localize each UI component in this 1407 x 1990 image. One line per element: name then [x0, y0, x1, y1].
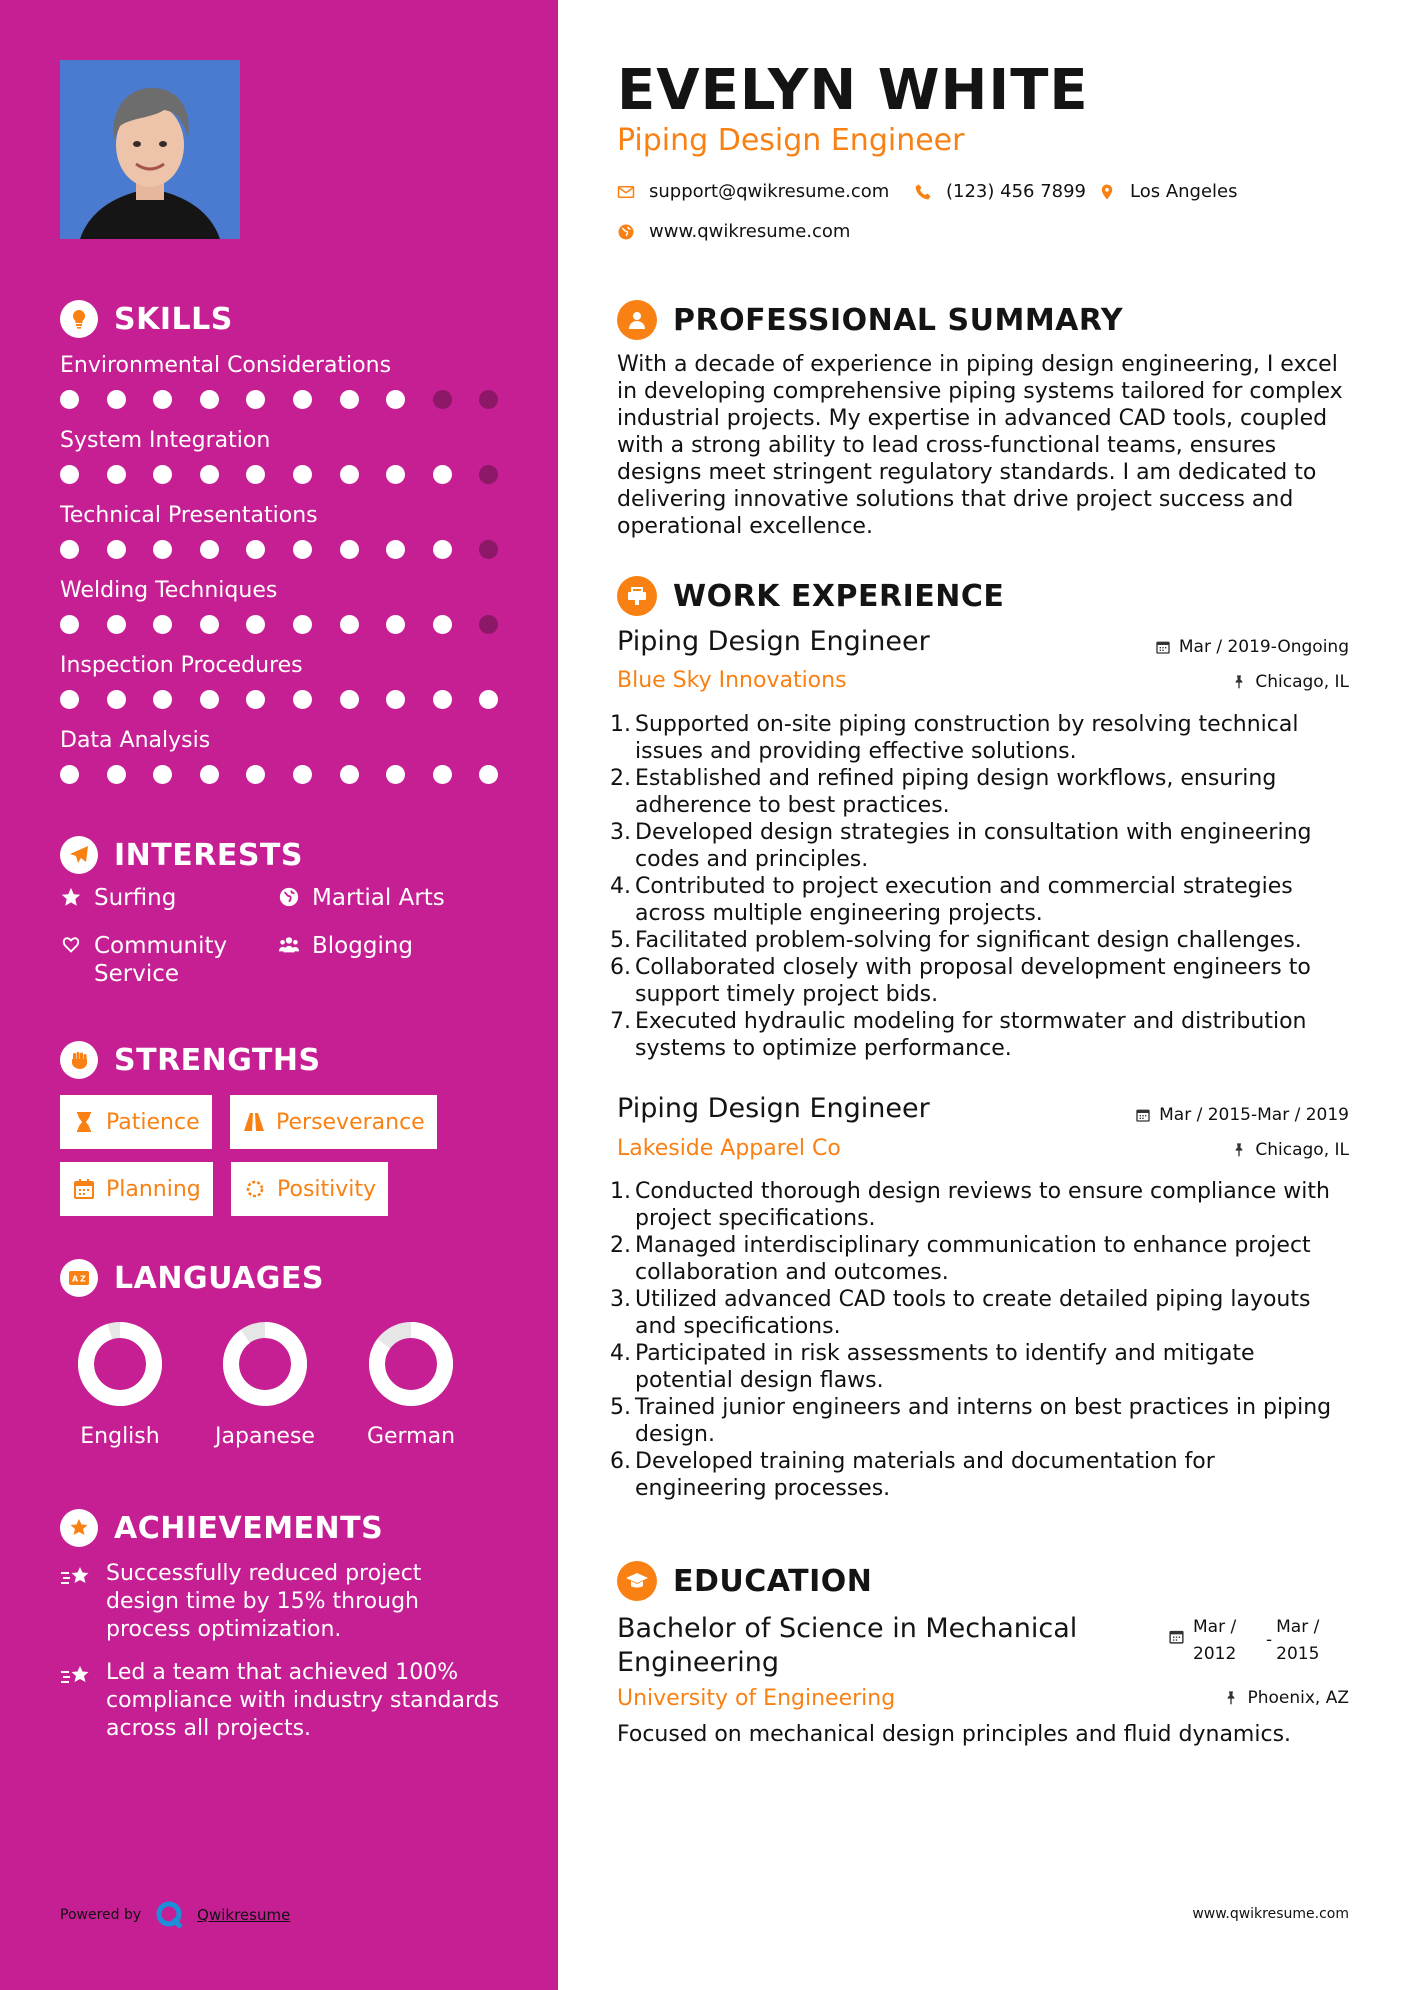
- calendar-icon: [72, 1177, 96, 1201]
- sun-icon: [243, 1177, 267, 1201]
- rating-dot: [433, 765, 452, 784]
- shooting-star-icon: [60, 1663, 92, 1691]
- rating-dot: [107, 690, 126, 709]
- bullet-number: 3.: [610, 820, 631, 845]
- globe-icon: [617, 223, 635, 241]
- bullet-text: Conducted thorough design reviews to ensure compliance with project specifications.: [635, 1179, 1330, 1231]
- trophy-star-icon: [60, 1509, 98, 1547]
- rating-dot: [200, 615, 219, 634]
- heart-icon: [60, 934, 82, 956]
- language-item: [55, 1320, 185, 1449]
- bullet-text: Established and refined piping design workflows, ensuring adherence to best practices.: [635, 766, 1277, 818]
- education-location: Phoenix, AZ: [1223, 1688, 1349, 1708]
- globe-icon: [278, 886, 300, 908]
- language-item: [346, 1320, 476, 1449]
- svg-text:Z: Z: [80, 1274, 87, 1284]
- rating-dot: [340, 765, 359, 784]
- rating-dot: [246, 390, 265, 409]
- bullet-text: Contributed to project execution and commercial strategies across multiple engineering projects.: [635, 874, 1293, 926]
- company-name: Lakeside Apparel Co: [617, 1136, 841, 1161]
- rating-dot: [386, 390, 405, 409]
- bullet-number: 2.: [610, 766, 631, 791]
- rating-dot: [60, 540, 79, 559]
- language-name: German: [366, 1424, 456, 1449]
- rating-dot: [293, 690, 312, 709]
- rating-dot: [433, 465, 452, 484]
- contact-phone[interactable]: (123) 456 7899: [914, 181, 1086, 202]
- skill-rating: [60, 390, 500, 410]
- calendar-icon: [1135, 1107, 1151, 1123]
- bullet-item: [610, 873, 1350, 927]
- bullet-item: [610, 1448, 1350, 1502]
- language-name: English: [80, 1424, 160, 1449]
- bullet-item: [610, 711, 1350, 765]
- achievement-item: Successfully reduced project design time by 15% through process optimization.: [60, 1560, 500, 1644]
- pin-icon: [1223, 1690, 1239, 1706]
- bullet-number: 3.: [610, 1287, 631, 1312]
- svg-text:A: A: [72, 1274, 79, 1284]
- skill-name: System Integration: [60, 428, 271, 453]
- skill-rating: [60, 465, 500, 485]
- rating-dot: [107, 465, 126, 484]
- rating-dot: [200, 465, 219, 484]
- skill-rating: [60, 690, 500, 710]
- qwikresume-logo-icon: [155, 1900, 185, 1930]
- degree-title: Bachelor of Science in Mechanical Engineering: [617, 1613, 1078, 1678]
- rating-dot: [479, 690, 498, 709]
- rating-dot: [479, 615, 498, 634]
- rating-dot: [479, 540, 498, 559]
- bullet-item: [610, 765, 1350, 819]
- shooting-star-icon: [60, 1564, 92, 1592]
- contact-email[interactable]: support@qwikresume.com: [617, 181, 889, 202]
- strength-positivity: Positivity: [231, 1162, 388, 1216]
- skill-item: [60, 353, 500, 410]
- bullet-item: [610, 1340, 1350, 1394]
- qwikresume-link[interactable]: Qwikresume: [197, 1906, 291, 1924]
- road-icon: [242, 1110, 266, 1134]
- skill-name: Technical Presentations: [60, 503, 318, 528]
- map-pin-icon: [1098, 183, 1116, 201]
- skill-name: Environmental Considerations: [60, 353, 392, 378]
- hourglass-icon: [72, 1110, 96, 1134]
- languages-heading: A Z LANGUAGES: [60, 1259, 324, 1297]
- interest-surfing: Surfing: [60, 884, 176, 912]
- job-title: Piping Design Engineer: [617, 626, 930, 657]
- rating-dot: [340, 540, 359, 559]
- bullet-text: Participated in risk assessments to identify and mitigate potential design flaws.: [635, 1341, 1255, 1393]
- skill-item: [60, 428, 500, 485]
- job-bullets: [610, 1178, 1350, 1502]
- rating-dot: [60, 615, 79, 634]
- ring-fill: [231, 1330, 299, 1398]
- rating-dot: [386, 690, 405, 709]
- bullet-number: 4.: [610, 1341, 631, 1366]
- rating-dot: [479, 390, 498, 409]
- bullet-item: [610, 1232, 1350, 1286]
- company-name: Blue Sky Innovations: [617, 668, 847, 693]
- rating-dot: [60, 765, 79, 784]
- bullet-number: 1.: [610, 712, 631, 737]
- powered-by: Powered by Qwikresume: [60, 1900, 290, 1930]
- interest-blogging: Blogging: [278, 932, 413, 960]
- fist-icon: [60, 1041, 98, 1079]
- rating-dot: [340, 465, 359, 484]
- graduation-cap-icon: [617, 1561, 657, 1601]
- rating-dot: [479, 765, 498, 784]
- strength-patience: Patience: [60, 1095, 212, 1149]
- skill-rating: [60, 615, 500, 635]
- star-icon: [60, 886, 82, 908]
- interest-martial-arts: Martial Arts: [278, 884, 445, 912]
- bullet-text: Collaborated closely with proposal development engineers to support timely project bids.: [635, 955, 1311, 1007]
- phone-icon: [914, 183, 932, 201]
- strength-perseverance: Perseverance: [230, 1095, 437, 1149]
- rating-dot: [386, 465, 405, 484]
- skill-rating: [60, 765, 500, 785]
- rating-dot: [246, 690, 265, 709]
- rating-dot: [153, 615, 172, 634]
- rating-dot: [293, 465, 312, 484]
- rating-dot: [246, 615, 265, 634]
- language-icon: [60, 1259, 98, 1297]
- bullet-text: Facilitated problem-solving for significant design challenges.: [635, 928, 1302, 953]
- bullet-number: 4.: [610, 874, 631, 899]
- job-dates: Mar / 2019-Ongoing: [1155, 637, 1349, 657]
- job-location: Chicago, IL: [1231, 1140, 1349, 1160]
- job-bullets: [610, 711, 1350, 1062]
- experience-heading: WORK EXPERIENCE: [617, 576, 1004, 616]
- rating-dot: [246, 540, 265, 559]
- bullet-text: Supported on-site piping construction by resolving technical issues and providing effective solutions.: [635, 712, 1299, 764]
- sidebar: [0, 0, 558, 1990]
- rating-dot: [107, 390, 126, 409]
- rating-dot: [340, 390, 359, 409]
- rating-dot: [246, 465, 265, 484]
- rating-dot: [293, 540, 312, 559]
- skill-item: [60, 653, 500, 710]
- rating-dot: [433, 390, 452, 409]
- rating-dot: [200, 390, 219, 409]
- education-end-date: - Mar / 2015: [1266, 1617, 1320, 1664]
- rating-dot: [200, 690, 219, 709]
- paper-plane-icon: [60, 836, 98, 874]
- bullet-item: [610, 1394, 1350, 1448]
- rating-dot: [107, 540, 126, 559]
- rating-dot: [340, 690, 359, 709]
- skill-rating: [60, 540, 500, 560]
- envelope-icon: [617, 183, 635, 201]
- bullet-item: [610, 954, 1350, 1008]
- language-level-ring: [221, 1320, 309, 1408]
- bullet-text: Developed design strategies in consultation with engineering codes and principles.: [635, 820, 1312, 872]
- skill-name: Inspection Procedures: [60, 653, 303, 678]
- rating-dot: [153, 690, 172, 709]
- briefcase-icon: [617, 576, 657, 616]
- education-heading: EDUCATION: [617, 1561, 872, 1601]
- rating-dot: [153, 465, 172, 484]
- bullet-item: [610, 1008, 1350, 1062]
- pin-icon: [1231, 674, 1247, 690]
- ring-fill: [86, 1330, 154, 1398]
- rating-dot: [433, 690, 452, 709]
- contact-location: Los Angeles: [1098, 181, 1238, 202]
- footer-url[interactable]: www.qwikresume.com: [1192, 1906, 1349, 1922]
- skill-name: Welding Techniques: [60, 578, 278, 603]
- rating-dot: [386, 615, 405, 634]
- calendar-icon: [1155, 639, 1171, 655]
- bullet-text: Trained junior engineers and interns on best practices in piping design.: [635, 1395, 1332, 1447]
- rating-dot: [60, 690, 79, 709]
- contact-website[interactable]: www.qwikresume.com: [617, 221, 850, 242]
- skill-name: Data Analysis: [60, 728, 211, 753]
- candidate-title: Piping Design Engineer: [617, 123, 965, 158]
- users-icon: [278, 934, 300, 956]
- rating-dot: [153, 765, 172, 784]
- achievements-heading: ACHIEVEMENTS: [60, 1509, 383, 1547]
- portrait-image: [60, 60, 240, 239]
- strength-planning: Planning: [60, 1162, 213, 1216]
- language-name: Japanese: [215, 1424, 315, 1449]
- bullet-number: 5.: [610, 928, 631, 953]
- school-name: University of Engineering: [617, 1686, 896, 1711]
- achievement-item: Led a team that achieved 100% compliance with industry standards across all projects.: [60, 1659, 500, 1743]
- bullet-number: 6.: [610, 955, 631, 980]
- rating-dot: [293, 765, 312, 784]
- rating-dot: [153, 540, 172, 559]
- job-title: Piping Design Engineer: [617, 1093, 930, 1124]
- rating-dot: [60, 390, 79, 409]
- pin-icon: [1231, 1142, 1247, 1158]
- bullet-number: 7.: [610, 1009, 631, 1034]
- education-start-date: Mar / 2012: [1168, 1614, 1236, 1668]
- skill-item: [60, 503, 500, 560]
- bullet-number: 1.: [610, 1179, 631, 1204]
- bullet-text: Managed interdisciplinary communication to enhance project collaboration and outcomes.: [635, 1233, 1311, 1285]
- rating-dot: [60, 465, 79, 484]
- language-item: [200, 1320, 330, 1449]
- bullet-number: 6.: [610, 1449, 631, 1474]
- interests-heading: INTERESTS: [60, 836, 303, 874]
- calendar-icon: [1168, 1628, 1185, 1645]
- rating-dot: [433, 615, 452, 634]
- rating-dot: [200, 540, 219, 559]
- skills-heading: SKILLS: [60, 300, 233, 338]
- job-location: Chicago, IL: [1231, 672, 1349, 692]
- summary-text: With a decade of experience in piping design engineering, I excel in developing comprehensive piping systems tailored for complex industrial projects. My expertise in advanced CAD tools, coupled with a strong ability to lead cross-functional teams, ensures designs meet stringent regulatory standards. I am dedicated to delivering innovative solutions that drive project success and operational excellence.: [617, 352, 1343, 539]
- rating-dot: [200, 765, 219, 784]
- bullet-text: Developed training materials and documentation for engineering processes.: [635, 1449, 1215, 1501]
- education-description: Focused on mechanical design principles and fluid dynamics.: [617, 1722, 1292, 1747]
- rating-dot: [246, 765, 265, 784]
- bullet-text: Utilized advanced CAD tools to create detailed piping layouts and specifications.: [635, 1287, 1311, 1339]
- rating-dot: [386, 540, 405, 559]
- summary-heading: PROFESSIONAL SUMMARY: [617, 300, 1123, 340]
- bullet-text: Executed hydraulic modeling for stormwater and distribution systems to optimize performance.: [635, 1009, 1307, 1061]
- rating-dot: [107, 615, 126, 634]
- profile-photo: [60, 60, 240, 239]
- lightbulb-icon: [60, 300, 98, 338]
- rating-dot: [479, 465, 498, 484]
- bullet-item: [610, 1178, 1350, 1232]
- language-level-ring: [367, 1320, 455, 1408]
- candidate-name: EVELYN WHITE: [617, 58, 1089, 123]
- language-level-ring: [76, 1320, 164, 1408]
- bullet-item: [610, 819, 1350, 873]
- rating-dot: [386, 765, 405, 784]
- job-dates: Mar / 2015-Mar / 2019: [1135, 1105, 1349, 1125]
- strengths-heading: STRENGTHS: [60, 1041, 321, 1079]
- bullet-number: 5.: [610, 1395, 631, 1420]
- rating-dot: [340, 615, 359, 634]
- skill-item: [60, 578, 500, 635]
- rating-dot: [433, 540, 452, 559]
- rating-dot: [293, 390, 312, 409]
- bullet-number: 2.: [610, 1233, 631, 1258]
- rating-dot: [107, 765, 126, 784]
- bullet-item: [610, 927, 1350, 954]
- user-icon: [617, 300, 657, 340]
- rating-dot: [293, 615, 312, 634]
- skill-item: [60, 728, 500, 785]
- interest-community-service: Community Service: [60, 932, 227, 988]
- bullet-item: [610, 1286, 1350, 1340]
- rating-dot: [153, 390, 172, 409]
